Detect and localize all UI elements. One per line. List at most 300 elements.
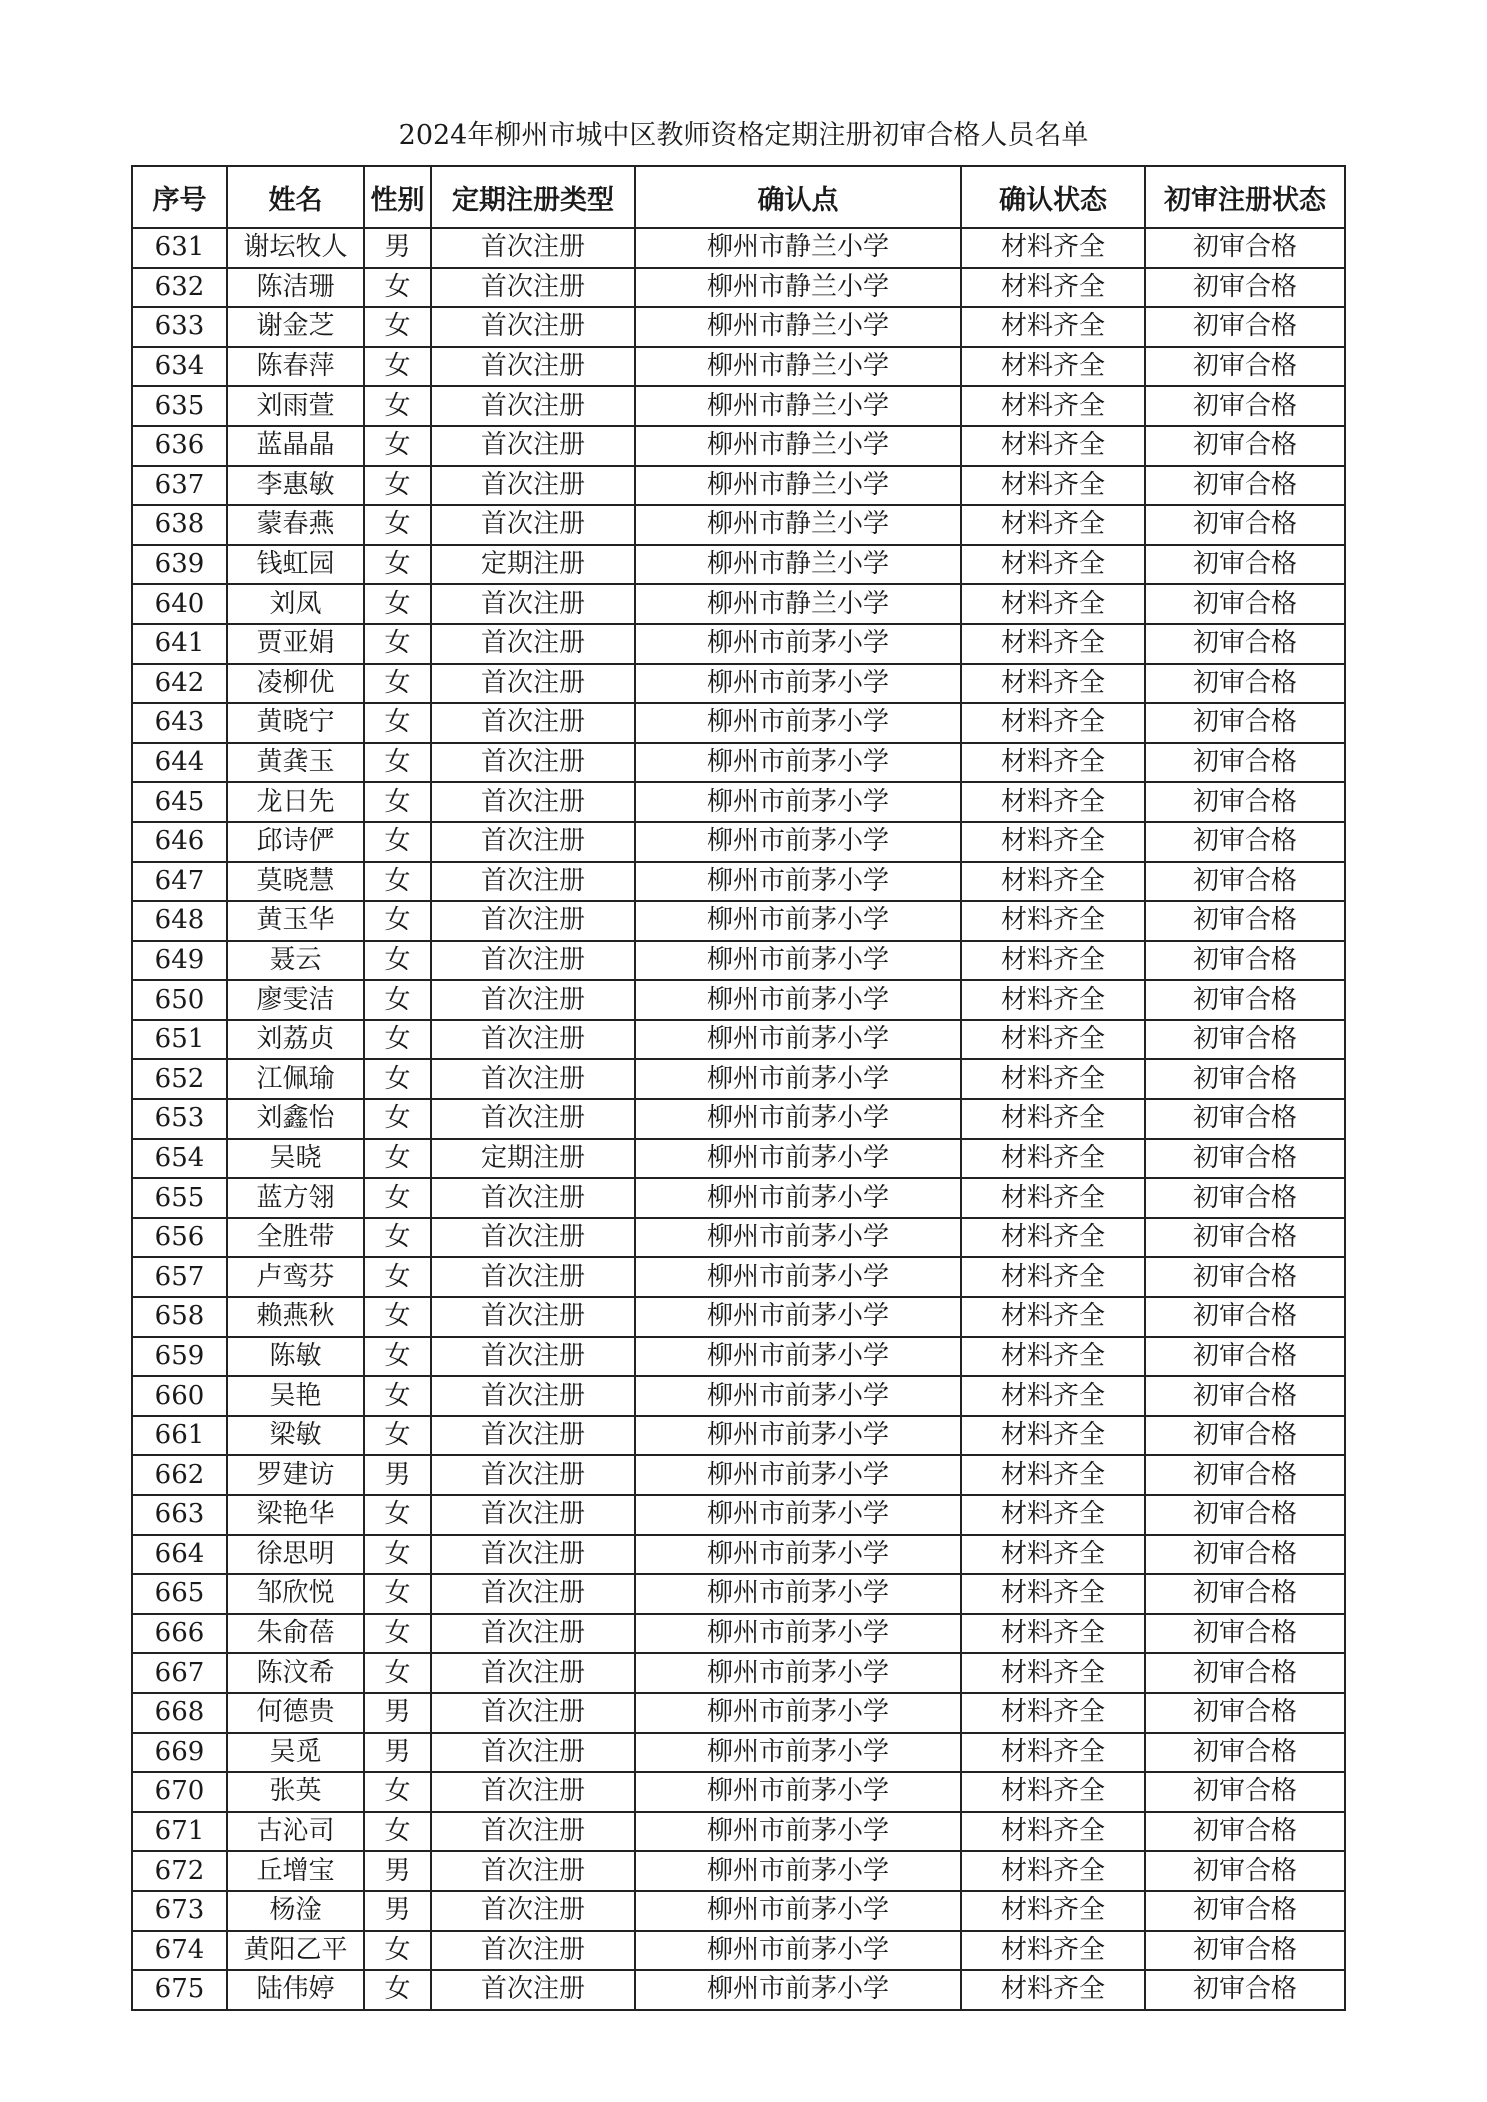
cell-name: 吴晓 xyxy=(227,1139,364,1179)
cell-gender: 男 xyxy=(364,1851,431,1891)
cell-confirmation-point: 柳州市前茅小学 xyxy=(635,822,961,862)
cell-name: 黄玉华 xyxy=(227,901,364,941)
cell-confirmation-status: 材料齐全 xyxy=(961,386,1145,426)
cell-serial: 642 xyxy=(132,664,227,704)
cell-name: 钱虹园 xyxy=(227,545,364,585)
cell-registration-type: 首次注册 xyxy=(431,1059,635,1099)
cell-review-status: 初审合格 xyxy=(1145,1693,1345,1733)
cell-registration-type: 首次注册 xyxy=(431,1218,635,1258)
header-serial: 序号 xyxy=(132,166,227,228)
cell-confirmation-status: 材料齐全 xyxy=(961,1653,1145,1693)
cell-registration-type: 首次注册 xyxy=(431,1535,635,1575)
cell-review-status: 初审合格 xyxy=(1145,664,1345,704)
cell-serial: 649 xyxy=(132,941,227,981)
cell-name: 谢金芝 xyxy=(227,307,364,347)
cell-confirmation-status: 材料齐全 xyxy=(961,664,1145,704)
cell-registration-type: 首次注册 xyxy=(431,1733,635,1773)
cell-review-status: 初审合格 xyxy=(1145,624,1345,664)
cell-registration-type: 首次注册 xyxy=(431,426,635,466)
cell-name: 黄龚玉 xyxy=(227,743,364,783)
cell-name: 蓝晶晶 xyxy=(227,426,364,466)
cell-serial: 673 xyxy=(132,1891,227,1931)
cell-confirmation-status: 材料齐全 xyxy=(961,1535,1145,1575)
cell-registration-type: 首次注册 xyxy=(431,1257,635,1297)
cell-serial: 669 xyxy=(132,1733,227,1773)
cell-serial: 653 xyxy=(132,1099,227,1139)
header-registration-type: 定期注册类型 xyxy=(431,166,635,228)
cell-name: 刘凤 xyxy=(227,584,364,624)
cell-serial: 655 xyxy=(132,1178,227,1218)
cell-registration-type: 首次注册 xyxy=(431,1693,635,1733)
cell-confirmation-status: 材料齐全 xyxy=(961,941,1145,981)
cell-confirmation-point: 柳州市前茅小学 xyxy=(635,1376,961,1416)
cell-gender: 女 xyxy=(364,1297,431,1337)
cell-confirmation-point: 柳州市前茅小学 xyxy=(635,1178,961,1218)
cell-gender: 女 xyxy=(364,1099,431,1139)
cell-registration-type: 首次注册 xyxy=(431,980,635,1020)
cell-confirmation-status: 材料齐全 xyxy=(961,1614,1145,1654)
cell-name: 龙日先 xyxy=(227,782,364,822)
cell-name: 古沁司 xyxy=(227,1812,364,1852)
table-row xyxy=(132,347,1345,387)
cell-confirmation-status: 材料齐全 xyxy=(961,624,1145,664)
cell-confirmation-point: 柳州市前茅小学 xyxy=(635,1416,961,1456)
cell-serial: 640 xyxy=(132,584,227,624)
cell-serial: 671 xyxy=(132,1812,227,1852)
cell-gender: 女 xyxy=(364,545,431,585)
cell-review-status: 初审合格 xyxy=(1145,584,1345,624)
table-row xyxy=(132,1851,1345,1891)
cell-registration-type: 首次注册 xyxy=(431,505,635,545)
cell-name: 凌柳优 xyxy=(227,664,364,704)
table-row xyxy=(132,1653,1345,1693)
table-row xyxy=(132,1812,1345,1852)
cell-name: 徐思明 xyxy=(227,1535,364,1575)
cell-registration-type: 首次注册 xyxy=(431,941,635,981)
cell-review-status: 初审合格 xyxy=(1145,1574,1345,1614)
cell-registration-type: 首次注册 xyxy=(431,1416,635,1456)
cell-gender: 女 xyxy=(364,664,431,704)
cell-name: 江佩瑜 xyxy=(227,1059,364,1099)
cell-confirmation-status: 材料齐全 xyxy=(961,1059,1145,1099)
cell-gender: 男 xyxy=(364,1891,431,1931)
cell-confirmation-status: 材料齐全 xyxy=(961,1099,1145,1139)
cell-serial: 650 xyxy=(132,980,227,1020)
cell-serial: 654 xyxy=(132,1139,227,1179)
cell-confirmation-point: 柳州市前茅小学 xyxy=(635,862,961,902)
cell-review-status: 初审合格 xyxy=(1145,1851,1345,1891)
cell-serial: 632 xyxy=(132,268,227,308)
cell-review-status: 初审合格 xyxy=(1145,1970,1345,2010)
cell-name: 陈洁珊 xyxy=(227,268,364,308)
table-row xyxy=(132,901,1345,941)
table-row xyxy=(132,1733,1345,1773)
cell-gender: 男 xyxy=(364,1693,431,1733)
cell-name: 赖燕秋 xyxy=(227,1297,364,1337)
cell-confirmation-point: 柳州市前茅小学 xyxy=(635,1614,961,1654)
cell-confirmation-status: 材料齐全 xyxy=(961,505,1145,545)
table-row xyxy=(132,268,1345,308)
table-row xyxy=(132,1178,1345,1218)
cell-serial: 662 xyxy=(132,1455,227,1495)
cell-confirmation-status: 材料齐全 xyxy=(961,980,1145,1020)
cell-confirmation-status: 材料齐全 xyxy=(961,426,1145,466)
cell-review-status: 初审合格 xyxy=(1145,1535,1345,1575)
cell-confirmation-point: 柳州市静兰小学 xyxy=(635,228,961,268)
cell-review-status: 初审合格 xyxy=(1145,1257,1345,1297)
page-title: 2024年柳州市城中区教师资格定期注册初审合格人员名单 xyxy=(398,120,1089,151)
table-row xyxy=(132,584,1345,624)
cell-registration-type: 首次注册 xyxy=(431,1495,635,1535)
cell-gender: 女 xyxy=(364,743,431,783)
cell-gender: 女 xyxy=(364,347,431,387)
table-row xyxy=(132,1257,1345,1297)
cell-confirmation-point: 柳州市前茅小学 xyxy=(635,1020,961,1060)
cell-serial: 656 xyxy=(132,1218,227,1258)
header-confirmation-status: 确认状态 xyxy=(961,166,1145,228)
cell-confirmation-status: 材料齐全 xyxy=(961,1495,1145,1535)
table-row xyxy=(132,980,1345,1020)
cell-registration-type: 首次注册 xyxy=(431,1337,635,1377)
cell-confirmation-status: 材料齐全 xyxy=(961,1178,1145,1218)
cell-gender: 男 xyxy=(364,1455,431,1495)
cell-confirmation-status: 材料齐全 xyxy=(961,1851,1145,1891)
cell-gender: 女 xyxy=(364,1653,431,1693)
cell-gender: 女 xyxy=(364,426,431,466)
table-row xyxy=(132,664,1345,704)
cell-registration-type: 首次注册 xyxy=(431,1376,635,1416)
cell-name: 黄晓宁 xyxy=(227,703,364,743)
table-row xyxy=(132,1337,1345,1377)
cell-name: 李惠敏 xyxy=(227,466,364,506)
cell-confirmation-point: 柳州市前茅小学 xyxy=(635,1337,961,1377)
cell-serial: 638 xyxy=(132,505,227,545)
cell-serial: 660 xyxy=(132,1376,227,1416)
table-row xyxy=(132,1693,1345,1733)
table-row xyxy=(132,1099,1345,1139)
cell-serial: 633 xyxy=(132,307,227,347)
cell-name: 刘鑫怡 xyxy=(227,1099,364,1139)
cell-name: 杨淦 xyxy=(227,1891,364,1931)
cell-registration-type: 首次注册 xyxy=(431,584,635,624)
cell-gender: 女 xyxy=(364,980,431,1020)
table-row xyxy=(132,743,1345,783)
cell-confirmation-status: 材料齐全 xyxy=(961,1772,1145,1812)
header-review-status: 初审注册状态 xyxy=(1145,166,1345,228)
cell-serial: 674 xyxy=(132,1931,227,1971)
cell-serial: 664 xyxy=(132,1535,227,1575)
table-header xyxy=(132,166,1345,228)
table-row xyxy=(132,228,1345,268)
cell-gender: 女 xyxy=(364,1376,431,1416)
cell-serial: 641 xyxy=(132,624,227,664)
cell-confirmation-point: 柳州市前茅小学 xyxy=(635,1851,961,1891)
cell-gender: 女 xyxy=(364,1178,431,1218)
cell-review-status: 初审合格 xyxy=(1145,1455,1345,1495)
table-row xyxy=(132,1218,1345,1258)
cell-gender: 女 xyxy=(364,822,431,862)
cell-serial: 657 xyxy=(132,1257,227,1297)
cell-registration-type: 首次注册 xyxy=(431,624,635,664)
cell-gender: 女 xyxy=(364,386,431,426)
cell-gender: 女 xyxy=(364,703,431,743)
cell-confirmation-point: 柳州市前茅小学 xyxy=(635,1653,961,1693)
cell-gender: 女 xyxy=(364,1812,431,1852)
cell-confirmation-status: 材料齐全 xyxy=(961,1891,1145,1931)
cell-confirmation-point: 柳州市前茅小学 xyxy=(635,1099,961,1139)
cell-review-status: 初审合格 xyxy=(1145,268,1345,308)
cell-review-status: 初审合格 xyxy=(1145,1178,1345,1218)
cell-serial: 637 xyxy=(132,466,227,506)
cell-review-status: 初审合格 xyxy=(1145,505,1345,545)
cell-name: 蒙春燕 xyxy=(227,505,364,545)
table-row xyxy=(132,1931,1345,1971)
table-row xyxy=(132,941,1345,981)
cell-gender: 女 xyxy=(364,505,431,545)
cell-gender: 女 xyxy=(364,1931,431,1971)
cell-confirmation-status: 材料齐全 xyxy=(961,1297,1145,1337)
cell-registration-type: 首次注册 xyxy=(431,228,635,268)
table-row xyxy=(132,1455,1345,1495)
cell-review-status: 初审合格 xyxy=(1145,1891,1345,1931)
cell-registration-type: 首次注册 xyxy=(431,782,635,822)
cell-review-status: 初审合格 xyxy=(1145,1376,1345,1416)
cell-registration-type: 首次注册 xyxy=(431,664,635,704)
table-row xyxy=(132,1059,1345,1099)
cell-registration-type: 首次注册 xyxy=(431,1851,635,1891)
cell-confirmation-point: 柳州市前茅小学 xyxy=(635,1772,961,1812)
cell-serial: 648 xyxy=(132,901,227,941)
cell-name: 邹欣悦 xyxy=(227,1574,364,1614)
cell-registration-type: 首次注册 xyxy=(431,386,635,426)
table-row xyxy=(132,703,1345,743)
cell-name: 何德贵 xyxy=(227,1693,364,1733)
cell-confirmation-point: 柳州市前茅小学 xyxy=(635,1059,961,1099)
cell-registration-type: 首次注册 xyxy=(431,347,635,387)
table-row xyxy=(132,1614,1345,1654)
cell-name: 莫晓慧 xyxy=(227,862,364,902)
cell-gender: 女 xyxy=(364,901,431,941)
cell-confirmation-status: 材料齐全 xyxy=(961,1733,1145,1773)
cell-review-status: 初审合格 xyxy=(1145,1733,1345,1773)
cell-confirmation-status: 材料齐全 xyxy=(961,347,1145,387)
cell-registration-type: 首次注册 xyxy=(431,743,635,783)
cell-gender: 女 xyxy=(364,1257,431,1297)
table-row xyxy=(132,1416,1345,1456)
cell-review-status: 初审合格 xyxy=(1145,1337,1345,1377)
cell-confirmation-status: 材料齐全 xyxy=(961,545,1145,585)
cell-confirmation-point: 柳州市静兰小学 xyxy=(635,426,961,466)
cell-serial: 635 xyxy=(132,386,227,426)
cell-gender: 女 xyxy=(364,466,431,506)
cell-gender: 女 xyxy=(364,1218,431,1258)
cell-registration-type: 首次注册 xyxy=(431,1297,635,1337)
cell-review-status: 初审合格 xyxy=(1145,307,1345,347)
cell-name: 陈春萍 xyxy=(227,347,364,387)
cell-confirmation-point: 柳州市静兰小学 xyxy=(635,584,961,624)
cell-name: 梁敏 xyxy=(227,1416,364,1456)
cell-serial: 672 xyxy=(132,1851,227,1891)
cell-serial: 668 xyxy=(132,1693,227,1733)
cell-gender: 女 xyxy=(364,307,431,347)
cell-serial: 646 xyxy=(132,822,227,862)
cell-confirmation-status: 材料齐全 xyxy=(961,743,1145,783)
cell-name: 谢坛牧人 xyxy=(227,228,364,268)
cell-review-status: 初审合格 xyxy=(1145,1812,1345,1852)
cell-confirmation-status: 材料齐全 xyxy=(961,1218,1145,1258)
cell-serial: 659 xyxy=(132,1337,227,1377)
cell-review-status: 初审合格 xyxy=(1145,228,1345,268)
cell-name: 吴觅 xyxy=(227,1733,364,1773)
cell-registration-type: 首次注册 xyxy=(431,901,635,941)
cell-confirmation-status: 材料齐全 xyxy=(961,1020,1145,1060)
cell-confirmation-point: 柳州市静兰小学 xyxy=(635,347,961,387)
cell-registration-type: 首次注册 xyxy=(431,862,635,902)
cell-name: 陆伟婷 xyxy=(227,1970,364,2010)
table-row xyxy=(132,1297,1345,1337)
cell-confirmation-status: 材料齐全 xyxy=(961,1931,1145,1971)
cell-confirmation-status: 材料齐全 xyxy=(961,1376,1145,1416)
cell-confirmation-point: 柳州市前茅小学 xyxy=(635,941,961,981)
cell-confirmation-status: 材料齐全 xyxy=(961,862,1145,902)
cell-registration-type: 首次注册 xyxy=(431,268,635,308)
cell-gender: 女 xyxy=(364,1970,431,2010)
cell-confirmation-status: 材料齐全 xyxy=(961,584,1145,624)
cell-name: 卢鸾芬 xyxy=(227,1257,364,1297)
cell-confirmation-status: 材料齐全 xyxy=(961,307,1145,347)
table-row xyxy=(132,1891,1345,1931)
table-row xyxy=(132,862,1345,902)
cell-confirmation-point: 柳州市前茅小学 xyxy=(635,703,961,743)
header-gender: 性别 xyxy=(364,166,431,228)
cell-confirmation-status: 材料齐全 xyxy=(961,1574,1145,1614)
cell-review-status: 初审合格 xyxy=(1145,1218,1345,1258)
cell-registration-type: 首次注册 xyxy=(431,703,635,743)
cell-review-status: 初审合格 xyxy=(1145,1653,1345,1693)
cell-serial: 643 xyxy=(132,703,227,743)
cell-registration-type: 首次注册 xyxy=(431,1772,635,1812)
cell-review-status: 初审合格 xyxy=(1145,822,1345,862)
cell-gender: 女 xyxy=(364,1495,431,1535)
cell-review-status: 初审合格 xyxy=(1145,1416,1345,1456)
cell-serial: 658 xyxy=(132,1297,227,1337)
table-row xyxy=(132,386,1345,426)
table-row xyxy=(132,1376,1345,1416)
cell-gender: 女 xyxy=(364,1059,431,1099)
cell-serial: 665 xyxy=(132,1574,227,1614)
cell-serial: 675 xyxy=(132,1970,227,2010)
table-row xyxy=(132,1535,1345,1575)
cell-gender: 女 xyxy=(364,1020,431,1060)
cell-registration-type: 首次注册 xyxy=(431,1653,635,1693)
cell-review-status: 初审合格 xyxy=(1145,545,1345,585)
cell-gender: 女 xyxy=(364,862,431,902)
table-row xyxy=(132,307,1345,347)
cell-review-status: 初审合格 xyxy=(1145,1099,1345,1139)
table-row xyxy=(132,1495,1345,1535)
cell-gender: 女 xyxy=(364,1139,431,1179)
cell-confirmation-point: 柳州市前茅小学 xyxy=(635,1970,961,2010)
cell-gender: 男 xyxy=(364,1733,431,1773)
cell-name: 廖雯洁 xyxy=(227,980,364,1020)
cell-gender: 女 xyxy=(364,1574,431,1614)
header-confirmation-point: 确认点 xyxy=(635,166,961,228)
table-row xyxy=(132,505,1345,545)
cell-confirmation-point: 柳州市前茅小学 xyxy=(635,1535,961,1575)
cell-serial: 644 xyxy=(132,743,227,783)
cell-serial: 631 xyxy=(132,228,227,268)
cell-gender: 女 xyxy=(364,1614,431,1654)
table-row xyxy=(132,822,1345,862)
cell-registration-type: 首次注册 xyxy=(431,1891,635,1931)
cell-gender: 女 xyxy=(364,624,431,664)
cell-confirmation-point: 柳州市静兰小学 xyxy=(635,505,961,545)
cell-confirmation-status: 材料齐全 xyxy=(961,1970,1145,2010)
cell-name: 吴艳 xyxy=(227,1376,364,1416)
cell-confirmation-point: 柳州市前茅小学 xyxy=(635,980,961,1020)
cell-gender: 女 xyxy=(364,1772,431,1812)
cell-serial: 645 xyxy=(132,782,227,822)
cell-confirmation-point: 柳州市静兰小学 xyxy=(635,386,961,426)
cell-confirmation-status: 材料齐全 xyxy=(961,1812,1145,1852)
table-row xyxy=(132,545,1345,585)
cell-name: 丘增宝 xyxy=(227,1851,364,1891)
cell-name: 刘荔贞 xyxy=(227,1020,364,1060)
cell-confirmation-point: 柳州市前茅小学 xyxy=(635,1812,961,1852)
cell-serial: 639 xyxy=(132,545,227,585)
cell-name: 邱诗俨 xyxy=(227,822,364,862)
table-row xyxy=(132,1574,1345,1614)
cell-confirmation-status: 材料齐全 xyxy=(961,228,1145,268)
cell-confirmation-status: 材料齐全 xyxy=(961,782,1145,822)
cell-review-status: 初审合格 xyxy=(1145,1020,1345,1060)
cell-name: 梁艳华 xyxy=(227,1495,364,1535)
cell-confirmation-point: 柳州市前茅小学 xyxy=(635,1891,961,1931)
roster-table xyxy=(131,165,1346,2011)
cell-confirmation-point: 柳州市静兰小学 xyxy=(635,466,961,506)
cell-confirmation-point: 柳州市静兰小学 xyxy=(635,545,961,585)
cell-review-status: 初审合格 xyxy=(1145,426,1345,466)
cell-review-status: 初审合格 xyxy=(1145,1059,1345,1099)
cell-review-status: 初审合格 xyxy=(1145,901,1345,941)
cell-review-status: 初审合格 xyxy=(1145,1297,1345,1337)
cell-confirmation-status: 材料齐全 xyxy=(961,1416,1145,1456)
cell-confirmation-point: 柳州市前茅小学 xyxy=(635,1574,961,1614)
cell-confirmation-point: 柳州市前茅小学 xyxy=(635,782,961,822)
cell-serial: 661 xyxy=(132,1416,227,1456)
cell-confirmation-status: 材料齐全 xyxy=(961,1337,1145,1377)
cell-review-status: 初审合格 xyxy=(1145,386,1345,426)
cell-review-status: 初审合格 xyxy=(1145,703,1345,743)
cell-registration-type: 首次注册 xyxy=(431,1931,635,1971)
table-row xyxy=(132,466,1345,506)
table-body xyxy=(132,228,1345,2010)
cell-confirmation-point: 柳州市前茅小学 xyxy=(635,1139,961,1179)
cell-registration-type: 首次注册 xyxy=(431,1614,635,1654)
table-row xyxy=(132,1772,1345,1812)
cell-confirmation-point: 柳州市前茅小学 xyxy=(635,743,961,783)
cell-review-status: 初审合格 xyxy=(1145,743,1345,783)
cell-confirmation-status: 材料齐全 xyxy=(961,1455,1145,1495)
header-row xyxy=(132,166,1345,228)
table-row xyxy=(132,1020,1345,1060)
cell-registration-type: 定期注册 xyxy=(431,1139,635,1179)
cell-registration-type: 首次注册 xyxy=(431,1178,635,1218)
cell-confirmation-point: 柳州市前茅小学 xyxy=(635,1931,961,1971)
cell-name: 聂云 xyxy=(227,941,364,981)
cell-name: 黄阳乙平 xyxy=(227,1931,364,1971)
cell-registration-type: 首次注册 xyxy=(431,307,635,347)
